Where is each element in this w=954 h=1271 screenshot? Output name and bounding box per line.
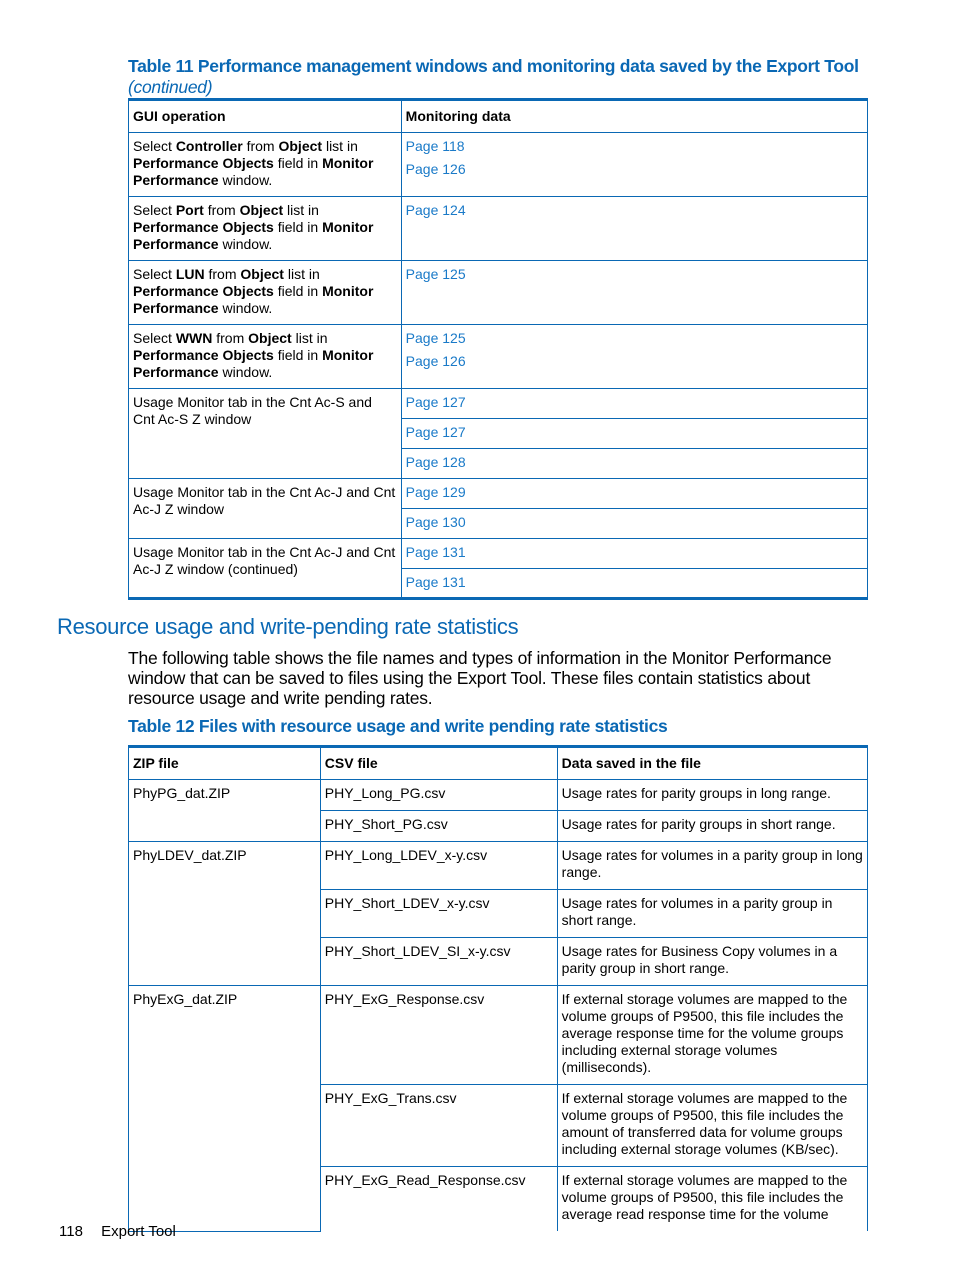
- column-header-monitoring-data: Monitoring data: [401, 100, 867, 133]
- data-saved-cell: If external storage volumes are mapped to the volume groups of P9500, this file includes the average response time for the volume groups including external storage volumes (milliseconds).: [557, 986, 867, 1085]
- zip-file-cell: PhyExG_dat.ZIP: [129, 986, 321, 1232]
- column-header-gui-operation: GUI operation: [129, 100, 402, 133]
- footer-title: Export Tool: [101, 1223, 176, 1240]
- page-link[interactable]: Page 125: [405, 330, 466, 346]
- csv-file-cell: PHY_ExG_Read_Response.csv: [320, 1167, 557, 1232]
- page-link[interactable]: Page 118: [405, 138, 465, 154]
- bold-term: Port: [175, 202, 204, 218]
- bold-term: Monitor Performance: [133, 283, 374, 316]
- page-link[interactable]: Page 130: [405, 514, 466, 530]
- bold-term: WWN: [175, 330, 213, 346]
- table-11-caption-title: Table 11 Performance management windows and monitoring data saved by the Export Tool: [128, 56, 859, 76]
- page-link[interactable]: Page 126: [405, 161, 466, 177]
- page-link[interactable]: Page 124: [405, 202, 466, 218]
- section-heading: Resource usage and write-pending rate statistics: [57, 614, 519, 639]
- table-11-caption-continued: (continued): [128, 77, 213, 97]
- intro-paragraph: The following table shows the file names and types of information in the Monitor Performance window that can be saved to files using the Export Tool. These files contain statistics about resource usage and write pending rates.: [128, 648, 832, 708]
- bold-term: Monitor Performance: [133, 219, 374, 252]
- bold-term: Object: [278, 138, 323, 154]
- gui-operation-cell: Usage Monitor tab in the Cnt Ac-J and Cnt Ac-J Z window (continued): [129, 539, 402, 599]
- csv-file-cell: PHY_Short_LDEV_SI_x-y.csv: [320, 938, 557, 986]
- bold-term: Performance: [133, 364, 219, 380]
- page-footer: [59, 1223, 190, 1240]
- table-12-header-row: [129, 747, 868, 780]
- bold-term: Monitor: [322, 347, 374, 363]
- csv-file-cell: PHY_ExG_Response.csv: [320, 986, 557, 1085]
- csv-file-cell: PHY_Short_LDEV_x-y.csv: [320, 890, 557, 938]
- page-number: 118: [59, 1223, 83, 1240]
- bold-term: Performance Objects: [133, 219, 274, 235]
- bold-term: Object: [248, 330, 292, 346]
- data-saved-cell: Usage rates for volumes in a parity group in long range.: [557, 842, 867, 890]
- page-link[interactable]: Page 131: [405, 544, 466, 560]
- table-row: [129, 842, 868, 890]
- data-saved-cell: Usage rates for volumes in a parity group in short range.: [557, 890, 867, 938]
- gui-operation-cell: Select Controller from Object list in Performance Objects field in Monitor Performance window.: [129, 133, 402, 197]
- zip-file-cell: PhyLDEV_dat.ZIP: [129, 842, 321, 986]
- csv-file-cell: PHY_ExG_Trans.csv: [320, 1085, 557, 1167]
- gui-operation-cell: Select WWN from Object list in Performance Objects field in Monitor Performance window.: [129, 325, 402, 389]
- csv-file-cell: PHY_Long_LDEV_x-y.csv: [320, 842, 557, 890]
- bold-term: Monitor Performance: [133, 155, 374, 188]
- bold-term: Performance Objects: [133, 283, 274, 299]
- table-row: [129, 986, 868, 1085]
- column-header-zip-file: ZIP file: [129, 747, 321, 780]
- page-link[interactable]: Page 127: [405, 394, 466, 410]
- gui-operation-cell: Select Port from Object list in Performance Objects field in Monitor Performance window.: [129, 197, 402, 261]
- table-row: [129, 780, 868, 811]
- column-header-csv-file: CSV file: [320, 747, 557, 780]
- csv-file-cell: PHY_Short_PG.csv: [320, 811, 557, 842]
- page-link[interactable]: Page 125: [405, 266, 466, 282]
- data-saved-cell: If external storage volumes are mapped to the volume groups of P9500, this file includes the amount of transferred data for volume groups including external storage volumes (KB/sec).: [557, 1085, 867, 1167]
- table-12: [128, 745, 868, 1232]
- page-link[interactable]: Page 131: [405, 574, 466, 590]
- page-link[interactable]: Page 129: [405, 484, 466, 500]
- data-saved-cell: Usage rates for parity groups in long range.: [557, 780, 867, 811]
- gui-operation-cell: Usage Monitor tab in the Cnt Ac-S and Cnt Ac-S Z window: [129, 389, 402, 479]
- table-12-caption: Table 12 Files with resource usage and write pending rate statistics: [128, 716, 668, 736]
- data-saved-cell: Usage rates for Business Copy volumes in a parity group in short range.: [557, 938, 867, 986]
- gui-operation-cell: Select LUN from Object list in Performance Objects field in Monitor Performance window.: [129, 261, 402, 325]
- page-link[interactable]: Page 127: [405, 424, 466, 440]
- page-link[interactable]: Page 128: [405, 454, 466, 470]
- bold-term: Performance Objects: [133, 347, 274, 363]
- bold-term: Object: [239, 202, 284, 218]
- bold-term: Object: [240, 266, 284, 282]
- bold-term: Performance Objects: [133, 155, 274, 171]
- data-saved-cell: If external storage volumes are mapped to the volume groups of P9500, this file includes the average read response time for the volume: [557, 1167, 867, 1232]
- page-link[interactable]: Page 126: [405, 353, 466, 369]
- bold-term: LUN: [175, 266, 205, 282]
- data-saved-cell: Usage rates for parity groups in short range.: [557, 811, 867, 842]
- bold-term: Controller: [175, 138, 243, 154]
- zip-file-cell: PhyPG_dat.ZIP: [129, 780, 321, 842]
- csv-file-cell: PHY_Long_PG.csv: [320, 780, 557, 811]
- column-header-data-saved: Data saved in the file: [557, 747, 867, 780]
- gui-operation-cell: Usage Monitor tab in the Cnt Ac-J and Cnt Ac-J Z window: [129, 479, 402, 539]
